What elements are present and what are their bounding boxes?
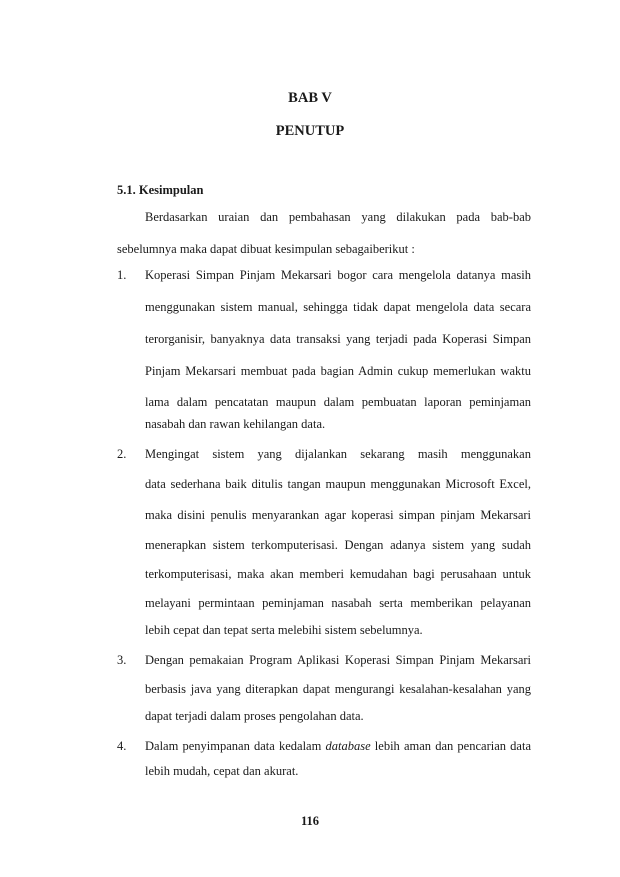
list-item-line <box>145 737 531 755</box>
list-item-line: lebih cepat dan tepat serta melebihi sistem sebelumnya. <box>145 623 423 637</box>
intro-line-2: sebelumnya maka dapat dibuat kesimpulan sebagaiberikut : <box>117 242 415 256</box>
list-item-number: 2. <box>117 447 127 461</box>
list-item-line: nasabah dan rawan kehilangan data. <box>145 417 326 431</box>
list-item-line: menerapkan sistem terkomputerisasi. Dengan adanya sistem yang sudah <box>145 538 531 552</box>
list-item-line: menggunakan sistem manual, sehingga tidak dapat mengelola data secara <box>145 300 531 314</box>
list-item-text: lebih aman dan pencarian data <box>370 739 531 753</box>
list-item-line: Koperasi Simpan Pinjam Mekarsari bogor cara mengelola datanya masih <box>145 268 531 282</box>
list-item-line: maka disini penulis menyarankan agar koperasi simpan pinjam Mekarsari <box>145 508 531 522</box>
list-item-line: melayani permintaan peminjaman nasabah serta memberikan pelayanan <box>145 596 531 610</box>
list-item-line: lebih mudah, cepat dan akurat. <box>145 764 299 778</box>
list-item-number: 1. <box>117 268 127 282</box>
chapter-number: BAB V <box>288 90 332 106</box>
list-item-line: Mengingat sistem yang dijalankan sekarang masih menggunakan <box>145 447 531 461</box>
list-item-number: 3. <box>117 653 127 667</box>
chapter-title: PENUTUP <box>275 123 345 139</box>
list-item-line: Dengan pemakaian Program Aplikasi Koperasi Simpan Pinjam Mekarsari <box>145 653 531 667</box>
list-item-line: dapat terjadi dalam proses pengolahan data. <box>145 709 364 723</box>
list-item-line: Pinjam Mekarsari membuat pada bagian Admin cukup memerlukan waktu <box>145 364 531 378</box>
list-item-number: 4. <box>117 739 127 753</box>
list-item-line: data sederhana baik ditulis tangan maupun menggunakan Microsoft Excel, <box>145 477 531 491</box>
list-item-line: lama dalam pencatatan maupun dalam pembuatan laporan peminjaman <box>145 395 531 409</box>
list-item-line: berbasis java yang diterapkan dapat mengurangi kesalahan-kesalahan yang <box>145 682 531 696</box>
list-item-line: terkomputerisasi, maka akan memberi kemudahan bagi perusahaan untuk <box>145 567 531 581</box>
page-number: 116 <box>300 814 320 828</box>
intro-line-1: Berdasarkan uraian dan pembahasan yang dilakukan pada bab-bab <box>145 210 531 224</box>
section-heading: 5.1. Kesimpulan <box>117 183 204 197</box>
list-item-text: Dalam penyimpanan data kedalam <box>145 739 326 753</box>
italic-term: database <box>325 739 371 753</box>
list-item-line: terorganisir, banyaknya data transaksi yang terjadi pada Koperasi Simpan <box>145 332 531 346</box>
